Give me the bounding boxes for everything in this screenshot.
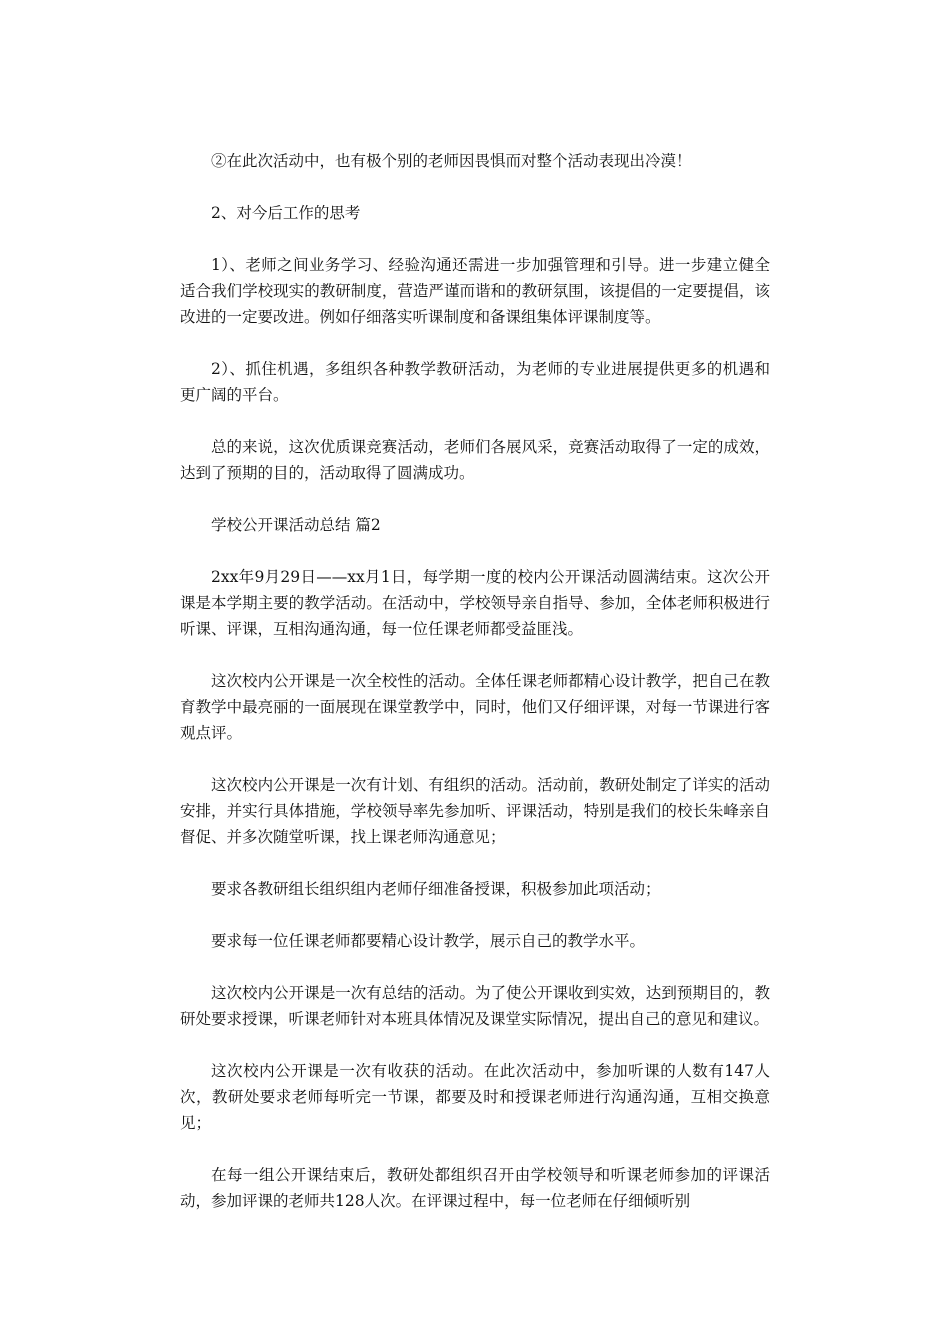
paragraph-harvest: 这次校内公开课是一次有收获的活动。在此次活动中，参加听课的人数有147人次，教研处要求老师每听完一节课，都要及时和授课老师进行沟通沟通，互相交换意见；: [180, 1062, 770, 1132]
paragraph-intro: 2xx年9月29日——xx月1日，每学期一度的校内公开课活动圆满结束。这次公开课是本学期主要的教学活动。在活动中，学校领导亲自指导、参加，全体老师积极进行听课、评课，互相沟通沟通，每一位任课老师都受益匪浅。: [180, 568, 770, 638]
document-body: [180, 148, 770, 1240]
paragraph-requirement-2: 要求每一位任课老师都要精心设计教学，展示自己的教学水平。: [211, 932, 646, 950]
paragraph-summary: 这次校内公开课是一次有总结的活动。为了使公开课收到实效，达到预期目的，教研处要求授课，听课老师针对本班具体情况及课堂实际情况，提出自己的意见和建议。: [180, 984, 770, 1028]
section-heading-future-thoughts: 2、对今后工作的思考: [211, 204, 361, 222]
article-heading-part-2: 学校公开课活动总结 篇2: [211, 516, 381, 534]
paragraph-point-2: 2）、抓住机遇，多组织各种教学教研活动，为老师的专业进展提供更多的机遇和更广阔的平台。: [180, 360, 770, 404]
paragraph-conclusion: 总的来说，这次优质课竞赛活动，老师们各展风采，竞赛活动取得了一定的成效，达到了预期的目的，活动取得了圆满成功。: [180, 438, 770, 482]
paragraph-requirement-1: 要求各教研组长组织组内老师仔细准备授课，积极参加此项活动；: [211, 880, 661, 898]
paragraph-evaluation: 在每一组公开课结束后，教研处都组织召开由学校领导和听课老师参加的评课活动，参加评课的老师共128人次。在评课过程中，每一位老师在仔细倾听别: [180, 1166, 770, 1210]
paragraph-planned: 这次校内公开课是一次有计划、有组织的活动。活动前，教研处制定了详实的活动安排，并实行具体措施，学校领导率先参加听、评课活动，特别是我们的校长朱峰亲自督促、并多次随堂听课，找上课老师沟通意见；: [180, 776, 770, 846]
paragraph-reflection-note: ②在此次活动中，也有极个别的老师因畏惧而对整个活动表现出冷漠！: [211, 152, 692, 170]
paragraph-schoolwide: 这次校内公开课是一次全校性的活动。全体任课老师都精心设计教学，把自己在教育教学中最亮丽的一面展现在课堂教学中，同时，他们又仔细评课，对每一节课进行客观点评。: [180, 672, 770, 742]
paragraph-point-1: 1）、老师之间业务学习、经验沟通还需进一步加强管理和引导。进一步建立健全适合我们学校现实的教研制度，营造严谨而谐和的教研氛围，该提倡的一定要提倡，该改进的一定要改进。例如仔细落实听课制度和备课组集体评课制度等。: [180, 256, 770, 326]
